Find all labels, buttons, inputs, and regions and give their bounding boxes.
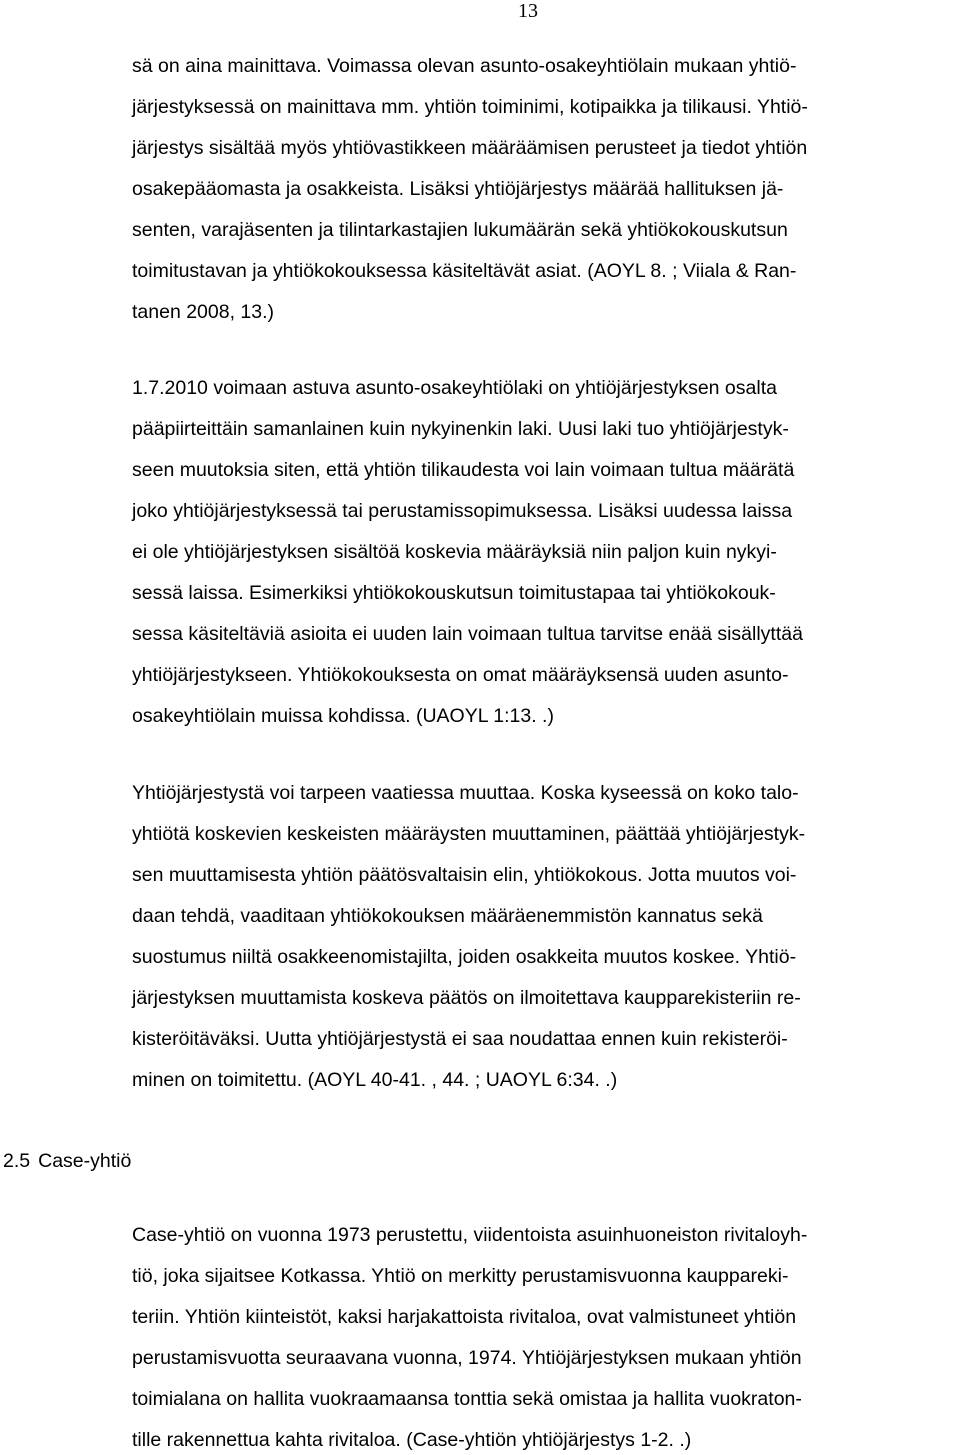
text-line: 1.7.2010 voimaan astuva asunto-osakeyhtiölaki on yhtiöjärjestyksen osalta — [132, 377, 777, 399]
text-line: tanen 2008, 13.) — [132, 301, 275, 323]
text-line: Yhtiöjärjestystä voi tarpeen vaatiessa muuttaa. Koska kyseessä on koko talo- — [132, 782, 799, 804]
text-line: joko yhtiöjärjestyksessä tai perustamissopimuksessa. Lisäksi uudessa laissa — [132, 500, 793, 522]
text-line: toimialana on hallita vuokraamaansa tonttia sekä omistaa ja hallita vuokraton- — [132, 1388, 802, 1410]
text-line: sen muuttamisesta yhtiön päätösvaltaisin elin, yhtiökokous. Jotta muutos voi- — [132, 864, 797, 886]
text-line: daan tehdä, vaaditaan yhtiökokouksen määräenemmistön kannatus sekä — [132, 905, 763, 927]
text-line: perustamisvuotta seuraavana vuonna, 1974. Yhtiöjärjestyksen mukaan yhtiön — [132, 1347, 802, 1369]
section-heading — [3, 1148, 131, 1174]
text-line: minen on toimitettu. (AOYL 40-41. , 44. ; UAOYL 6:34. .) — [132, 1069, 618, 1091]
text-line: yhtiötä koskevien keskeisten määräysten muuttaminen, päättää yhtiöjärjestyk- — [132, 823, 806, 845]
text-line: sessa käsiteltäviä asioita ei uuden lain voimaan tultua tarvitse enää sisällyttää — [132, 623, 803, 645]
text-line: järjestyksessä on mainittava mm. yhtiön toiminimi, kotipaikka ja tilikausi. Yhtiö- — [132, 96, 808, 118]
text-line: kisteröitäväksi. Uutta yhtiöjärjestystä ei saa noudattaa ennen kuin rekisteröi- — [132, 1028, 788, 1050]
text-line: tille rakennettua kahta rivitaloa. (Case-yhtiön yhtiöjärjestys 1-2. .) — [132, 1429, 692, 1451]
page-number: 13 — [518, 0, 538, 22]
text-line: tiö, joka sijaitsee Kotkassa. Yhtiö on merkitty perustamisvuonna kauppareki- — [132, 1265, 789, 1287]
text-line: teriin. Yhtiön kiinteistöt, kaksi harjakattoista rivitaloa, ovat valmistuneet yhtiön — [132, 1306, 797, 1328]
text-line: Case-yhtiö on vuonna 1973 perustettu, viidentoista asuinhuoneiston rivitaloyh- — [132, 1224, 808, 1246]
text-line: osakeyhtiölain muissa kohdissa. (UAOYL 1:13. .) — [132, 705, 554, 727]
text-line: toimitustavan ja yhtiökokouksessa käsiteltävät asiat. (AOYL 8. ; Viiala & Ran- — [132, 260, 797, 282]
text-line: ei ole yhtiöjärjestyksen sisältöä koskevia määräyksiä niin paljon kuin nykyi- — [132, 541, 777, 563]
text-line: seen muutoksia siten, että yhtiön tilikaudesta voi lain voimaan tultua määrätä — [132, 459, 795, 481]
section-title: Case-yhtiö — [38, 1150, 132, 1172]
text-line: sessä laissa. Esimerkiksi yhtiökokouskutsun toimitustapaa tai yhtiökokouk- — [132, 582, 776, 604]
text-line: sä on aina mainittava. Voimassa olevan asunto-osakeyhtiölain mukaan yhtiö- — [132, 55, 797, 77]
text-line: senten, varajäsenten ja tilintarkastajien lukumäärän sekä yhtiökokouskutsun — [132, 219, 788, 241]
text-line: järjestys sisältää myös yhtiövastikkeen määräämisen perusteet ja tiedot yhtiön — [132, 137, 808, 159]
text-line: pääpiirteittäin samanlainen kuin nykyinenkin laki. Uusi laki tuo yhtiöjärjestyk- — [132, 418, 789, 440]
text-line: osakepääomasta ja osakkeista. Lisäksi yhtiöjärjestys määrää hallituksen jä- — [132, 178, 784, 200]
text-line: suostumus niiltä osakkeenomistajilta, joiden osakkeita muutos koskee. Yhtiö- — [132, 946, 797, 968]
text-line: järjestyksen muuttamista koskeva päätös on ilmoitettava kaupparekisteriin re- — [132, 987, 801, 1009]
text-line: yhtiöjärjestykseen. Yhtiökokouksesta on omat määräyksensä uuden asunto- — [132, 664, 789, 686]
section-number: 2.5 — [3, 1150, 31, 1172]
